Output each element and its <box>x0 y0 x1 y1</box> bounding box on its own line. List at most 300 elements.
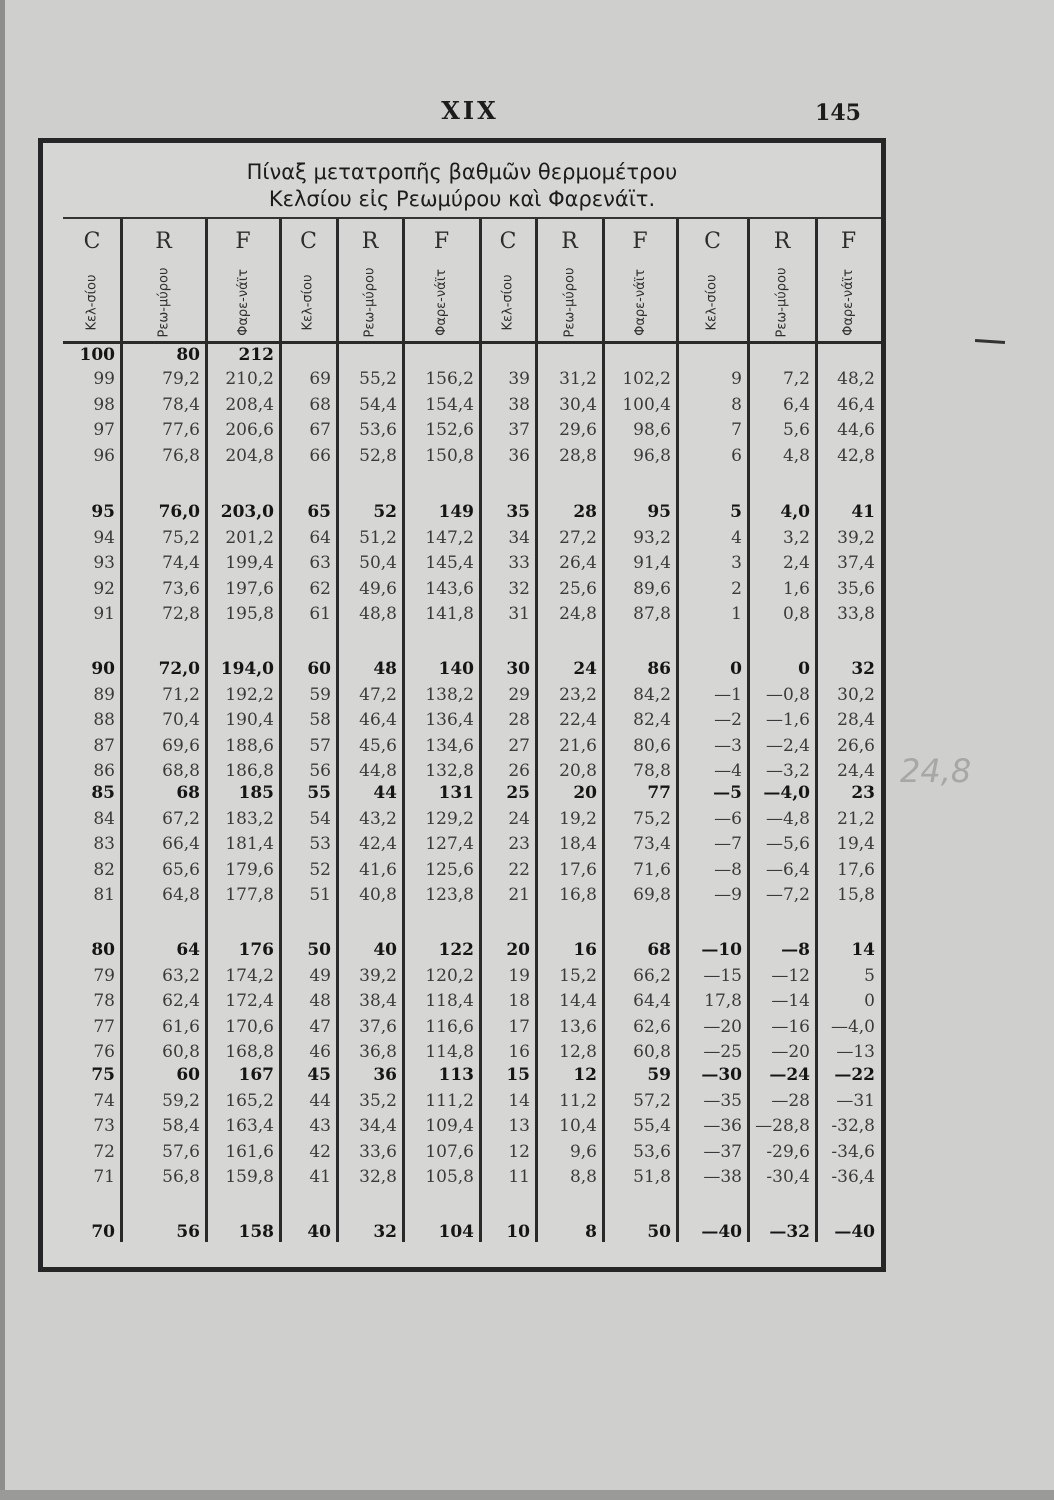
table-cell-celsius: 15 <box>506 1065 530 1085</box>
table-cell-fahrenheit: —31 <box>836 1091 875 1111</box>
table-cell-fahrenheit: 42,8 <box>837 446 875 466</box>
table-cell-celsius: 85 <box>91 783 115 803</box>
table-cell-reaumur: —12 <box>771 966 810 986</box>
header-scale-label-reaumur: Ρεω-μύρου <box>562 267 577 337</box>
table-cell-fahrenheit: 206,6 <box>225 420 274 440</box>
table-cell-fahrenheit: 150,8 <box>425 446 474 466</box>
table-cell-celsius: 77 <box>93 1017 115 1037</box>
table-cell-celsius: 21 <box>508 885 530 905</box>
table-cell-fahrenheit: 168,8 <box>225 1042 274 1062</box>
table-cell-reaumur: 44 <box>373 783 397 803</box>
table-cell-celsius: 88 <box>93 710 115 730</box>
table-cell-reaumur: 34,4 <box>359 1116 397 1136</box>
table-cell-fahrenheit: 147,2 <box>425 528 474 548</box>
table-cell-fahrenheit: 104 <box>438 1222 474 1242</box>
table-cell-fahrenheit: 161,6 <box>225 1142 274 1162</box>
table-cell-celsius: 40 <box>307 1222 331 1242</box>
table-cell-celsius: 59 <box>309 685 331 705</box>
table-cell-reaumur: —24 <box>769 1065 810 1085</box>
table-cell-fahrenheit: 113 <box>438 1065 474 1085</box>
table-cell-celsius: 23 <box>508 834 530 854</box>
table-cell-fahrenheit: 78,8 <box>633 761 671 781</box>
table-cell-fahrenheit: 118,4 <box>425 991 474 1011</box>
table-cell-fahrenheit: 46,4 <box>837 395 875 415</box>
page-number: 145 <box>815 100 861 126</box>
table-cell-celsius: 16 <box>508 1042 530 1062</box>
table-cell-reaumur: 19,2 <box>559 809 597 829</box>
header-scale-cell <box>336 269 404 335</box>
table-cell-reaumur: 68,8 <box>162 761 200 781</box>
table-cell-reaumur: 7,2 <box>782 369 810 389</box>
table-cell-celsius: 76 <box>93 1042 115 1062</box>
title-divider <box>63 217 881 219</box>
conversion-table <box>38 138 886 1272</box>
table-cell-fahrenheit: 93,2 <box>633 528 671 548</box>
table-cell-celsius: 57 <box>309 736 331 756</box>
table-cell-reaumur: 69,6 <box>162 736 200 756</box>
table-cell-reaumur: 56 <box>176 1222 200 1242</box>
table-cell-fahrenheit: 69,8 <box>633 885 671 905</box>
table-cell-reaumur: 4,0 <box>780 502 810 522</box>
table-cell-celsius: 83 <box>93 834 115 854</box>
table-cell-fahrenheit: 197,6 <box>225 579 274 599</box>
table-cell-celsius: 86 <box>93 761 115 781</box>
table-cell-fahrenheit: 172,4 <box>225 991 274 1011</box>
table-cell-fahrenheit: 24,4 <box>837 761 875 781</box>
table-cell-reaumur: 76,8 <box>162 446 200 466</box>
table-cell-reaumur: 71,2 <box>162 685 200 705</box>
header-letter-celsius: C <box>83 229 101 254</box>
table-cell-reaumur: 5,6 <box>782 420 810 440</box>
table-cell-fahrenheit: 80,6 <box>633 736 671 756</box>
table-cell-fahrenheit: 21,2 <box>837 809 875 829</box>
table-cell-celsius: 95 <box>91 502 115 522</box>
table-cell-reaumur: 29,6 <box>559 420 597 440</box>
table-cell-reaumur: —4,8 <box>765 809 810 829</box>
table-cell-celsius: 8 <box>731 395 742 415</box>
table-cell-fahrenheit: 156,2 <box>425 369 474 389</box>
table-cell-fahrenheit: 32 <box>851 659 875 679</box>
table-cell-celsius: 1 <box>731 604 742 624</box>
table-cell-reaumur: 40 <box>373 940 397 960</box>
table-cell-celsius: 80 <box>91 940 115 960</box>
table-cell-celsius: 98 <box>93 395 115 415</box>
table-cell-reaumur: —5,6 <box>765 834 810 854</box>
header-scale-label-reaumur: Ρεω-μύρου <box>362 267 378 337</box>
table-cell-reaumur: 6,4 <box>782 395 810 415</box>
header-letter-fahrenheit: F <box>235 229 251 254</box>
table-cell-celsius: 24 <box>508 809 530 829</box>
header-scale-label-reaumur: Ρεω-μύρου <box>774 267 790 337</box>
table-cell-celsius: —20 <box>703 1017 742 1037</box>
header-scale-label-fahrenheit: Φαρε-νάϊτ <box>433 268 449 336</box>
table-cell-celsius: 27 <box>508 736 530 756</box>
table-cell-fahrenheit: 23 <box>851 783 875 803</box>
table-cell-celsius: 69 <box>309 369 331 389</box>
table-cell-reaumur: 0,8 <box>782 604 810 624</box>
table-cell-celsius: 81 <box>93 885 115 905</box>
table-cell-fahrenheit: 26,6 <box>837 736 875 756</box>
table-cell-reaumur: —14 <box>771 991 810 1011</box>
header-letter-fahrenheit: F <box>433 229 450 254</box>
table-cell-celsius: 62 <box>309 579 331 599</box>
table-cell-reaumur: 28 <box>573 502 597 522</box>
table-cell-celsius: —9 <box>714 885 742 905</box>
table-cell-fahrenheit: 145,4 <box>425 553 474 573</box>
chapter-heading: XIX <box>441 96 499 125</box>
table-cell-celsius: 41 <box>309 1167 331 1187</box>
table-cell-celsius: 10 <box>506 1222 530 1242</box>
table-cell-reaumur: —7,2 <box>765 885 810 905</box>
table-cell-reaumur: 20 <box>573 783 597 803</box>
table-cell-reaumur: —1,6 <box>765 710 810 730</box>
table-cell-fahrenheit: -34,6 <box>831 1142 875 1162</box>
table-cell-fahrenheit: 55,4 <box>633 1116 671 1136</box>
table-cell-celsius: 78 <box>93 991 115 1011</box>
table-cell-fahrenheit: 30,2 <box>837 685 875 705</box>
table-cell-fahrenheit: 140 <box>438 659 474 679</box>
table-title <box>43 159 881 213</box>
table-cell-reaumur: 25,6 <box>559 579 597 599</box>
table-cell-fahrenheit: 86 <box>647 659 671 679</box>
table-cell-reaumur: 12,8 <box>559 1042 597 1062</box>
table-cell-reaumur: 32 <box>373 1222 397 1242</box>
table-cell-celsius: 39 <box>508 369 530 389</box>
table-cell-celsius: 11 <box>508 1167 530 1187</box>
table-cell-celsius: 44 <box>309 1091 331 1111</box>
header-scale-cell <box>606 269 674 335</box>
table-cell-fahrenheit: 39,2 <box>837 528 875 548</box>
table-cell-reaumur: 22,4 <box>559 710 597 730</box>
table-cell-fahrenheit: 132,8 <box>425 761 474 781</box>
table-cell-fahrenheit: 111,2 <box>425 1091 474 1111</box>
table-cell-fahrenheit: 120,2 <box>425 966 474 986</box>
header-scale-cell <box>275 269 343 335</box>
header-scale-cell <box>474 269 542 335</box>
table-cell-fahrenheit: 95 <box>647 502 671 522</box>
table-cell-fahrenheit: 141,8 <box>425 604 474 624</box>
table-cell-celsius: 34 <box>508 528 530 548</box>
table-cell-celsius: 6 <box>731 446 742 466</box>
table-cell-fahrenheit: 127,4 <box>425 834 474 854</box>
table-cell-celsius: 12 <box>508 1142 530 1162</box>
table-cell-celsius: 45 <box>307 1065 331 1085</box>
table-cell-reaumur: 38,4 <box>359 991 397 1011</box>
table-cell-celsius: 60 <box>307 659 331 679</box>
table-cell-reaumur: 64 <box>176 940 200 960</box>
table-cell-celsius: 3 <box>731 553 742 573</box>
table-cell-fahrenheit: 59 <box>647 1065 671 1085</box>
table-cell-fahrenheit: -32,8 <box>831 1116 875 1136</box>
table-cell-reaumur: 4,8 <box>782 446 810 466</box>
table-cell-fahrenheit: —22 <box>834 1065 875 1085</box>
table-cell-fahrenheit: 159,8 <box>225 1167 274 1187</box>
table-cell-fahrenheit: 62,6 <box>633 1017 671 1037</box>
table-cell-celsius: 63 <box>309 553 331 573</box>
table-cell-fahrenheit: 105,8 <box>425 1167 474 1187</box>
table-cell-fahrenheit: 17,6 <box>837 860 875 880</box>
table-cell-celsius: 100 <box>79 345 115 365</box>
table-cell-reaumur: —28,8 <box>755 1116 810 1136</box>
table-cell-reaumur: 31,2 <box>559 369 597 389</box>
table-cell-celsius: 20 <box>506 940 530 960</box>
table-cell-reaumur: 48 <box>373 659 397 679</box>
table-cell-celsius: 65 <box>307 502 331 522</box>
table-cell-fahrenheit: 50 <box>647 1222 671 1242</box>
table-cell-fahrenheit: -36,4 <box>831 1167 875 1187</box>
table-cell-fahrenheit: 167 <box>238 1065 274 1085</box>
table-cell-celsius: —8 <box>714 860 742 880</box>
table-cell-celsius: 84 <box>93 809 115 829</box>
page-edge <box>0 0 5 1500</box>
table-cell-fahrenheit: 201,2 <box>225 528 274 548</box>
table-cell-fahrenheit: 185 <box>238 783 274 803</box>
table-cell-fahrenheit: 84,2 <box>633 685 671 705</box>
table-cell-celsius: 99 <box>93 369 115 389</box>
page-bottom-edge <box>0 1490 1054 1500</box>
table-cell-celsius: 5 <box>730 502 742 522</box>
table-cell-fahrenheit: 57,2 <box>633 1091 671 1111</box>
table-cell-celsius: 91 <box>93 604 115 624</box>
table-cell-fahrenheit: 138,2 <box>425 685 474 705</box>
table-cell-fahrenheit: 131 <box>438 783 474 803</box>
table-cell-reaumur: —16 <box>771 1017 810 1037</box>
table-cell-fahrenheit: —13 <box>836 1042 875 1062</box>
table-cell-fahrenheit: 89,6 <box>633 579 671 599</box>
table-cell-reaumur: 16 <box>573 940 597 960</box>
table-cell-celsius: 26 <box>508 761 530 781</box>
table-cell-reaumur: 72,8 <box>162 604 200 624</box>
table-cell-celsius: 9 <box>731 369 742 389</box>
table-cell-reaumur: 49,6 <box>359 579 397 599</box>
table-cell-reaumur: 60,8 <box>162 1042 200 1062</box>
table-cell-reaumur: 47,2 <box>359 685 397 705</box>
table-cell-celsius: 17 <box>508 1017 530 1037</box>
table-cell-reaumur: 23,2 <box>559 685 597 705</box>
table-cell-reaumur: 26,4 <box>559 553 597 573</box>
table-cell-fahrenheit: 158 <box>238 1222 274 1242</box>
table-cell-reaumur: 14,4 <box>559 991 597 1011</box>
header-letter-reaumur: R <box>155 229 172 254</box>
table-cell-fahrenheit: 96,8 <box>633 446 671 466</box>
table-cell-fahrenheit: 134,6 <box>425 736 474 756</box>
table-cell-reaumur: 51,2 <box>359 528 397 548</box>
table-cell-celsius: 38 <box>508 395 530 415</box>
table-cell-celsius: 25 <box>506 783 530 803</box>
table-cell-reaumur: 27,2 <box>559 528 597 548</box>
table-cell-fahrenheit: 149 <box>438 502 474 522</box>
table-cell-fahrenheit: 37,4 <box>837 553 875 573</box>
header-letter-celsius: C <box>704 229 721 254</box>
table-cell-celsius: 17,8 <box>704 991 742 1011</box>
table-cell-reaumur: 56,8 <box>162 1167 200 1187</box>
table-cell-fahrenheit: 170,6 <box>225 1017 274 1037</box>
table-cell-fahrenheit: 203,0 <box>220 502 274 522</box>
table-cell-celsius: —4 <box>714 761 742 781</box>
header-letter-reaumur: R <box>561 229 578 254</box>
header-scale-cell <box>815 269 883 335</box>
table-cell-reaumur: —8 <box>781 940 810 960</box>
table-cell-reaumur: 54,4 <box>359 395 397 415</box>
table-cell-reaumur: 40,8 <box>359 885 397 905</box>
table-cell-celsius: —5 <box>713 783 742 803</box>
table-cell-celsius: 54 <box>309 809 331 829</box>
table-cell-fahrenheit: —40 <box>834 1222 875 1242</box>
table-cell-reaumur: 60 <box>176 1065 200 1085</box>
header-scale-cell <box>408 269 476 335</box>
table-cell-celsius: 90 <box>91 659 115 679</box>
table-cell-fahrenheit: 109,4 <box>425 1116 474 1136</box>
table-cell-celsius: 14 <box>508 1091 530 1111</box>
table-cell-fahrenheit: 71,6 <box>633 860 671 880</box>
header-scale-label-fahrenheit: Φαρε-νάϊτ <box>632 268 648 336</box>
header-scale-label-fahrenheit: Φαρε-νάϊτ <box>235 268 251 336</box>
table-cell-reaumur: —28 <box>771 1091 810 1111</box>
table-cell-fahrenheit: 35,6 <box>837 579 875 599</box>
table-cell-reaumur: 9,6 <box>569 1142 597 1162</box>
table-cell-celsius: —15 <box>703 966 742 986</box>
table-cell-fahrenheit: 129,2 <box>425 809 474 829</box>
table-cell-celsius: 52 <box>309 860 331 880</box>
table-cell-celsius: 64 <box>309 528 331 548</box>
table-cell-reaumur: 15,2 <box>559 966 597 986</box>
table-cell-celsius: —3 <box>714 736 742 756</box>
table-cell-celsius: 33 <box>508 553 530 573</box>
table-cell-reaumur: 11,2 <box>559 1091 597 1111</box>
table-cell-celsius: 49 <box>309 966 331 986</box>
table-cell-reaumur: 52 <box>373 502 397 522</box>
table-cell-celsius: 53 <box>309 834 331 854</box>
table-cell-celsius: —7 <box>714 834 742 854</box>
table-cell-celsius: 68 <box>309 395 331 415</box>
table-cell-reaumur: 78,4 <box>162 395 200 415</box>
table-cell-celsius: 46 <box>309 1042 331 1062</box>
table-cell-fahrenheit: —4,0 <box>830 1017 875 1037</box>
header-scale-label-fahrenheit: Φαρε-νάϊτ <box>840 268 856 336</box>
table-cell-celsius: 58 <box>309 710 331 730</box>
table-cell-celsius: 31 <box>508 604 530 624</box>
header-letter-fahrenheit: F <box>632 229 648 254</box>
table-cell-celsius: —40 <box>701 1222 742 1242</box>
table-cell-reaumur: —2,4 <box>765 736 810 756</box>
table-cell-celsius: 48 <box>309 991 331 1011</box>
table-cell-fahrenheit: 100,4 <box>622 395 671 415</box>
table-cell-reaumur: 75,2 <box>162 528 200 548</box>
table-cell-reaumur: 43,2 <box>359 809 397 829</box>
header-letter-celsius: C <box>499 229 517 254</box>
table-cell-celsius: 22 <box>508 860 530 880</box>
table-cell-celsius: 30 <box>506 659 530 679</box>
table-cell-reaumur: 33,6 <box>359 1142 397 1162</box>
table-cell-celsius: 72 <box>93 1142 115 1162</box>
table-cell-celsius: —36 <box>703 1116 742 1136</box>
table-cell-celsius: 29 <box>508 685 530 705</box>
table-cell-reaumur: 8,8 <box>569 1167 597 1187</box>
table-cell-fahrenheit: 188,6 <box>225 736 274 756</box>
table-cell-celsius: 82 <box>93 860 115 880</box>
table-cell-fahrenheit: 195,8 <box>225 604 274 624</box>
table-cell-fahrenheit: 73,4 <box>633 834 671 854</box>
table-cell-celsius: 71 <box>93 1167 115 1187</box>
header-letter-celsius: C <box>300 229 317 254</box>
table-cell-celsius: —10 <box>701 940 742 960</box>
header-scale-cell <box>679 269 747 335</box>
table-cell-reaumur: 48,8 <box>359 604 397 624</box>
table-cell-reaumur: 39,2 <box>359 966 397 986</box>
table-cell-celsius: —25 <box>703 1042 742 1062</box>
table-cell-reaumur: 58,4 <box>162 1116 200 1136</box>
table-cell-celsius: —37 <box>703 1142 742 1162</box>
table-cell-reaumur: 67,2 <box>162 809 200 829</box>
table-cell-reaumur: —6,4 <box>765 860 810 880</box>
table-cell-fahrenheit: 5 <box>864 966 875 986</box>
table-cell-reaumur: 17,6 <box>559 860 597 880</box>
table-cell-fahrenheit: 19,4 <box>837 834 875 854</box>
table-cell-fahrenheit: 143,6 <box>425 579 474 599</box>
table-cell-celsius: —2 <box>714 710 742 730</box>
table-cell-celsius: 55 <box>307 783 331 803</box>
table-cell-celsius: 66 <box>309 446 331 466</box>
table-cell-fahrenheit: 114,8 <box>425 1042 474 1062</box>
table-cell-reaumur: 73,6 <box>162 579 200 599</box>
handwritten-margin-note: 24,8 <box>900 752 972 790</box>
table-cell-celsius: 36 <box>508 446 530 466</box>
table-cell-fahrenheit: 165,2 <box>225 1091 274 1111</box>
table-cell-celsius: 67 <box>309 420 331 440</box>
table-cell-fahrenheit: 107,6 <box>425 1142 474 1162</box>
table-cell-fahrenheit: 28,4 <box>837 710 875 730</box>
table-cell-celsius: 89 <box>93 685 115 705</box>
table-cell-reaumur: 57,6 <box>162 1142 200 1162</box>
header-scale-cell <box>58 269 126 335</box>
table-cell-reaumur: 8 <box>585 1222 597 1242</box>
table-cell-reaumur: 59,2 <box>162 1091 200 1111</box>
table-cell-fahrenheit: 179,6 <box>225 860 274 880</box>
table-cell-reaumur: 44,8 <box>359 761 397 781</box>
table-cell-reaumur: 52,8 <box>359 446 397 466</box>
table-cell-reaumur: 65,6 <box>162 860 200 880</box>
table-cell-fahrenheit: 204,8 <box>225 446 274 466</box>
table-cell-reaumur: 79,2 <box>162 369 200 389</box>
table-cell-reaumur: 18,4 <box>559 834 597 854</box>
table-cell-fahrenheit: 194,0 <box>220 659 274 679</box>
table-cell-fahrenheit: 210,2 <box>225 369 274 389</box>
table-cell-celsius: 74 <box>93 1091 115 1111</box>
table-cell-fahrenheit: 176 <box>238 940 274 960</box>
table-cell-fahrenheit: 53,6 <box>633 1142 671 1162</box>
table-title-line-2: Κελσίου εἰς Ρεωμύρου καὶ Φαρενάϊτ. <box>268 187 656 211</box>
table-cell-reaumur: 28,8 <box>559 446 597 466</box>
table-cell-celsius: 75 <box>91 1065 115 1085</box>
table-cell-fahrenheit: 14 <box>851 940 875 960</box>
header-scale-cell <box>209 269 277 335</box>
table-cell-reaumur: —20 <box>771 1042 810 1062</box>
header-divider <box>63 341 881 344</box>
table-cell-fahrenheit: 154,4 <box>425 395 474 415</box>
header-letter-fahrenheit: F <box>840 229 857 254</box>
table-cell-fahrenheit: 125,6 <box>425 860 474 880</box>
table-cell-fahrenheit: 190,4 <box>225 710 274 730</box>
table-cell-celsius: 28 <box>508 710 530 730</box>
table-cell-celsius: 4 <box>731 528 742 548</box>
table-cell-reaumur: 80 <box>176 345 200 365</box>
table-cell-fahrenheit: 66,2 <box>633 966 671 986</box>
table-cell-celsius: 92 <box>93 579 115 599</box>
table-cell-reaumur: 20,8 <box>559 761 597 781</box>
margin-pen-mark <box>975 339 1005 344</box>
table-cell-celsius: 51 <box>309 885 331 905</box>
table-cell-celsius: 97 <box>93 420 115 440</box>
